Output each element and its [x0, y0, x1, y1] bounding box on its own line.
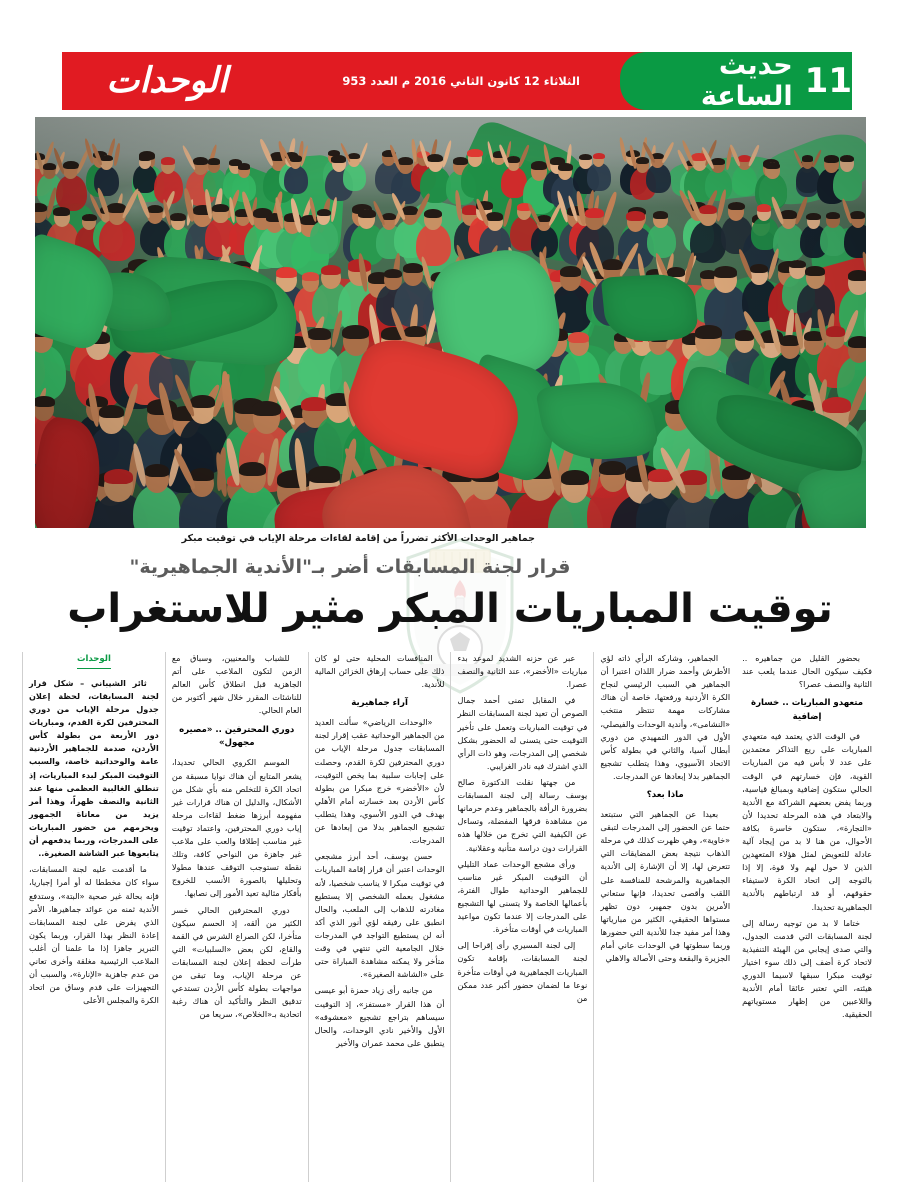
- section-title: حديث الساعة: [700, 50, 793, 112]
- spectator-body: [646, 164, 671, 194]
- body-paragraph: في المقابل تمنى أحمد جمال الصوص أن تعيد لجنة المسابقات النظر في توقيت المباريات وتعمل على تأخير التوقيت حتى يتسنى له الحضور بشكل شخصي إلى المدرجات، وهو ذات الرأي الذي اشترك فيه نادر الغرايبي.: [457, 695, 588, 771]
- spectator-hair: [560, 266, 581, 277]
- spectator-hair: [398, 157, 413, 165]
- body-paragraph: الجماهير، وشاركه الرأي ذاته لؤي الأطرش وأحمد ضرار اللذان اعتبرا أن الجماهير هي السبب الرئيسي لنجاح الكرة الأردنية ورفعتها، خاصة أن هناك مشاركات مهمة تنتظر منتخب «النشامى»، وأندية الوحدات والفيصلي، الأول في الدور التمهيدي من دوري أبطال آسيا، والثاني في بطولة كأس الاتحاد الآسيوي، وهذا يتطلب تشجيع الجماهير بدلا إبعادها عن المدرجات.: [600, 653, 731, 781]
- lead-photo: [35, 117, 866, 528]
- issue-date: الثلاثاء 12 كانون الثاني 2016 م العدد 953: [342, 74, 580, 88]
- spectator-hair: [35, 396, 55, 407]
- body-paragraph: ما أقدمت عليه لجنة المسابقات، سواء كان مخططا له أو أمرا إجباريا، فإنه بحالة غير صحية «البتة»، وستدفع الأندية ثمنه من عوائد جماهيرها، الأمر الذي يفرض على لجنة المسابقات إعادة النظر بهذا القرار، وربما يكون التبرير جاهزا إذا ما علمنا أن أغلب الملاعب الرئيسية مغلقة وأخرى تعاني من عدم جاهزية «الإنارة»، والسبب أن التجهيزات على قدم وساق من اتحاد الكرة والمجلس الأعلى: [29, 864, 159, 1006]
- body-paragraph: دوري المحترفين الحالي خسر الكثير من ألقه، إذ الحسم سيكون متأخرا، لكن الصراع الشرس في القمة والقاع، لكن بعض «السلبيات» التي طرأت لحظة إعلان لجنة المسابقات عن مرحلة الإياب، وما تبقى من مواجهات بطولة كأس الأردن تستدعي تدقيق النظر والتأكيد أن هناك رغبة اتحادية بـ«الخلاص»، سريعا من: [171, 904, 302, 1020]
- spectator-hair: [424, 209, 442, 218]
- photo-caption: جماهير الوحدات الأكثر تضرراً من إقامة لقاءات مرحلة الإياب في توقيت مبكر: [181, 533, 535, 544]
- body-paragraph: عبر عن حزنه الشديد لموعد بدء مباريات «الأخضر»، عند الثانية والنصف عصرا.: [457, 653, 588, 690]
- spectator-hair: [561, 470, 589, 485]
- section-subheading: ماذا بعد؟: [646, 790, 684, 801]
- spectator-body: [56, 175, 87, 211]
- spectator-hair: [653, 211, 668, 219]
- article-body-columns: [22, 652, 878, 1182]
- spectator-hair: [331, 155, 345, 163]
- spectator-body: [587, 163, 610, 191]
- spectator-arm: [618, 137, 627, 163]
- spectator-body: [732, 166, 757, 195]
- body-paragraph: بعيدا عن الجماهير التي ستبتعد حتما عن الحضور إلى المدرجات لتبقى «خاوية»، وهي ظهرت كذلك في مرحلة الذهاب نتيجة بعض المضايقات التي تتعرض لها، إلا أن الإشارة إلى الأندية الجماهيرية والمرشحة للمنافسة على اللقب وأقصى تحديدا، فإنها ستعاني الأمرين بدون جمهير، دون تظهر مستواها الحقيقي، الكثير من مبارياتها وهذا أمر مفيد جدا للأندية التي حضورها وربما سطوتها في الوحدات عاني أمام الجزيرة والبقعة وحتى الأصالة والاهلي: [600, 809, 731, 964]
- spectator-hair: [43, 163, 57, 170]
- spectator-hair: [212, 204, 229, 213]
- spectator-arm: [43, 141, 55, 165]
- spectator-hair: [695, 325, 722, 339]
- spectator-hair: [193, 157, 208, 165]
- spectator-arm: [358, 142, 369, 163]
- spectator-hair: [714, 266, 737, 278]
- spectator-hair: [358, 209, 376, 218]
- spectator-hair: [276, 267, 297, 278]
- spectator-hair: [750, 264, 768, 274]
- spectator-hair: [99, 405, 124, 418]
- section-subheading: آراء جماهيرية: [351, 698, 408, 709]
- spectator-hair: [302, 272, 319, 281]
- spectator-arm: [441, 140, 453, 168]
- spectator-hair: [765, 162, 780, 170]
- spectator-hair: [579, 154, 592, 161]
- body-paragraph: للشباب والمعنيين، وسباق مع الزمن لتكون الملاعب على أتم الجاهزية قبل انطلاق كأس العالم للناشئات المقرر خلال شهر أكتوبر من العام الحالي.: [171, 653, 302, 716]
- spectator-hair: [728, 202, 744, 211]
- spectator-hair: [806, 213, 820, 220]
- spectator-body: [284, 166, 308, 194]
- spectator-hair: [585, 208, 604, 218]
- section-subheading: متعهدو المباريات .. خسارة إضافية: [751, 698, 864, 723]
- spectator-hair: [850, 211, 865, 219]
- spectator-hair: [467, 149, 482, 157]
- spectator-hair: [826, 326, 845, 336]
- spectator-hair: [53, 207, 70, 216]
- spectator-body: [705, 169, 732, 201]
- body-paragraph: من جهتها نقلت الدكتورة صالح يوسف رسالة إلى لجنة المسابقات بضرورة الرأفة بالجماهير وعدم حرمانها من مشاهدة فرقها المفضلة، وتساءل عن الكيفية التي تخرج من خلالها هذه القرارات دون دراسة متأنية وعقلانية.: [457, 776, 588, 853]
- body-paragraph: «الوحدات الرياضي» سألت العديد من الجماهير الوحداتية عقب إقرار لجنة المسابقات جدول مرحلة الإياب من دوري المحترفين لكرة القدم، وحصلت على إجابات سلبية بما يخص التوقيت، لأن «الأخضر» خرج مبكرا من بطولة كأس الأردن بعد خسارته أمام الأهلي بهدف في الدور الأسوي، وهذا يتطلب تشجيع الجماهير بدلا من إبعادها عن المدرجات.: [314, 717, 445, 846]
- spectator-hair: [190, 468, 214, 481]
- spectator-hair: [63, 161, 79, 169]
- body-paragraph: الموسم الكروي الحالي تحديدا، يشعر المتابع أن هناك نوايا مسبقة من اتحاد الكرة للتخلص منه بأي شكل من الأشكال، والدليل ان هناك قرارات غير مفهومة أبرزها ضغط لقاءات مرحلة إياب دوري المحترفين، واعتماد توقيت غير مناسب إطلاقا والعب على ملاعب غير جاهزة من النواحي كافة، وتلك نقطة تستوجب التوقف عندها مطولا وتحليلها بالصورة الأنسب للخروج بأفكار مثالية تعيد الأمور إلى نصابها.: [171, 757, 302, 899]
- section-tab: [620, 52, 852, 110]
- spectator-hair: [317, 209, 331, 216]
- spectator-hair: [35, 203, 47, 212]
- spectator-hair: [239, 462, 266, 476]
- byline-wrap: [29, 652, 159, 673]
- newspaper-logo: الوحدات: [106, 61, 228, 101]
- spectator-hair: [145, 464, 169, 477]
- spectator-hair: [309, 328, 331, 339]
- text-column: [308, 652, 451, 1182]
- spectator-hair: [636, 157, 649, 164]
- lead-paragraph: ثائر الشيباني – شكل قرار لجنة المسابقات، لحظة إعلان جدول مرحلة الإياب من دوري المحترفين لكرة القدم، ومباريات دور الأربعة من بطولة كأس الأردن، صدمة للجماهير الأردنية عامة والوحداتية خاصة، والسبب التوقيت المبكر لبدء المباريات، إذ تنطلق الغالبية العظمى منها عند الثانية والنصف ظهراً، وهذا أمر يزيد من معاناة الجمهور ويحرمهم من حضور المباريات على المدرجات، وربما يدفعهم أن يتابعوها عبر الشاشة الصغيرة..: [29, 677, 159, 859]
- spectator-body: [99, 219, 135, 262]
- spectator-hair: [348, 153, 360, 159]
- spectator-hair: [568, 332, 589, 343]
- text-column: [593, 652, 736, 1182]
- spectator-hair: [238, 163, 250, 169]
- body-paragraph: ختاما لا بد من توجيه رسالة إلى لجنة المسابقات التي قدمت الجدول، والتي صدى إيجابي من الهيئة التنفيذية لاتحاد كرة أضف إلى ذلك سوء اختيار توقيت مبكرا سبقها لاسيما الدوري هيئته، التي تعتبر عائقا أمام الأندية واللاعبين من إظهار مستوياتهم الحقيقية.: [742, 917, 872, 1020]
- spectator-hair: [208, 158, 220, 164]
- spectator-hair: [802, 155, 814, 161]
- spectator-hair: [711, 158, 725, 165]
- spectator-hair: [805, 266, 824, 276]
- spectator-hair: [453, 157, 468, 165]
- spectator-hair: [301, 397, 328, 411]
- spectator-hair: [308, 466, 340, 483]
- spectator-hair: [404, 326, 426, 338]
- body-paragraph: من جانبه رأى زياد حمزة أبو عيسى أن هذا القرار «مستفز»، إذ التوقيت سيساهم بتراجع تشجيع «معشوقه» الأول والأخير نادي الوحدات، والحال ينطبق على محمد عمران والأخير: [314, 985, 445, 1048]
- spectator-hair: [321, 265, 341, 276]
- spectator-hair: [840, 155, 855, 163]
- text-column: [450, 652, 593, 1182]
- spectator-hair: [558, 163, 573, 171]
- spectator-hair: [699, 205, 717, 215]
- spectator-hair: [403, 263, 423, 274]
- page-number: 11: [804, 61, 852, 101]
- spectator-hair: [780, 210, 796, 218]
- body-paragraph: بحضور القليل من جماهيره .. فكيف سيكون الحال عندما يلعب عند الثانية والنصف عصرا؟: [742, 653, 872, 690]
- spectator-hair: [427, 154, 443, 162]
- masthead-bar: [62, 52, 852, 110]
- spectator-hair: [290, 155, 302, 161]
- spectator-body: [310, 221, 338, 254]
- spectator-hair: [848, 336, 866, 348]
- spectator-hair: [848, 270, 866, 281]
- spectator-arm: [661, 142, 675, 164]
- body-paragraph: حسن يوسف، أحد أبرز مشجعي الوحدات اعتبر أن قرار إقامة المباريات في توقيت مبكرا لا يناسب شخصيا، لأنه مشغول بعمله الشخصي إلا يستطيع مغادرته للذهاب إلى الملعب، والحال انطبق على رفيقه لؤي أنور الذي أكد أنه لن يستطيع التواجد في المدرجات خلال الجامعية التي تنتهي في وقت متأخر ولا يمكنه مشاهدة المباراة حتى على «الشاشة الصغيرة».: [314, 851, 445, 980]
- section-subheading: دوري المحترفين .. «مصيره مجهول»: [179, 724, 295, 749]
- spectator-hair: [147, 205, 163, 214]
- text-column: [165, 652, 308, 1182]
- spectator-hair: [252, 401, 281, 416]
- crowd-photo-illustration: [35, 117, 866, 528]
- spectator-hair: [170, 213, 185, 221]
- body-paragraph: في الوقت الذي يعتمد فيه متعهدي المباريات على ريع التذاكر معتمدين على عدد لا بأس فيه من المباريات القوية، فإن خسارتهم في الوقت الحالي ستكون إضافية وبمبالغ قياسية، وربما يفض بعضهم الشراكة مع الأندية والابتعاد في هذه المرحلة تحديدا لأن «التجارة»، ستكون خاسرة بكافة الأحوال، من هنا لا بد من إيجاد آلية عادلة للتعويض لمثل هؤلاء المتعهدين الذين لا حول لهم ولا قوة، إلا إذا بالتوجه إلى اتحاد الكرة لاستيفاء حقوقهم، أو قد ارتباطهم بالأندية الجماهيرية تحديدا.: [742, 731, 872, 912]
- spectator-hair: [599, 461, 626, 475]
- spectator-hair: [757, 204, 771, 212]
- article-kicker: قرار لجنة المسابقات أضر بـ"الأندية الجماهيرية": [129, 556, 571, 578]
- body-paragraph: المنافسات المحلية حتى لو كان ذلك على حساب إرهاق الخزائن المالية للأندية.: [314, 653, 445, 690]
- spectator-hair: [190, 395, 215, 408]
- spectator-arm: [865, 198, 866, 224]
- spectator-hair: [826, 212, 840, 219]
- spectator-hair: [593, 153, 605, 159]
- spectator-hair: [486, 212, 502, 221]
- spectator-hair: [789, 260, 806, 269]
- spectator-hair: [822, 397, 851, 412]
- body-paragraph: إلى لجنة المسيري رأى إقراحا إلى لجنة المسابقات، بإقامة تكون المباريات الجماهيرية في أوقات متأخرة نوعا ما لضمان حضور أكبر عدد ممكن من: [457, 940, 588, 1003]
- spectator-hair: [342, 325, 369, 339]
- text-column: [22, 652, 165, 1182]
- article-headline: توقيت المباريات المبكر مثير للاستغراب: [67, 586, 833, 632]
- spectator-body: [343, 163, 366, 191]
- spectator-hair: [139, 155, 151, 161]
- spectator-hair: [104, 469, 133, 484]
- spectator-hair: [824, 155, 839, 163]
- body-paragraph: ورأى مشجع الوحدات عماد التليلي أن التوقيت المبكر غير مناسب للجماهير الوحداتية طوال الفترة، بأعمالها الخاصة ولا يتسنى لها التشجيع على المدرجات إلا عندما تكون مواعيد المباريات في أوقات متأخرة.: [457, 858, 588, 935]
- spectator-body: [833, 167, 862, 201]
- spectator-hair: [531, 161, 548, 170]
- spectator-hair: [626, 211, 644, 221]
- spectator-arm: [602, 191, 618, 225]
- spectator-body: [796, 166, 819, 194]
- spectator-hair: [82, 214, 97, 222]
- spectator-hair: [602, 259, 623, 270]
- text-column: [736, 652, 878, 1182]
- crowd-figures: [35, 117, 866, 528]
- spectator-hair: [100, 155, 113, 162]
- article-byline: الوحدات: [77, 653, 111, 669]
- spectator-hair: [507, 156, 520, 163]
- spectator-hair: [384, 269, 402, 278]
- spectator-hair: [161, 157, 176, 165]
